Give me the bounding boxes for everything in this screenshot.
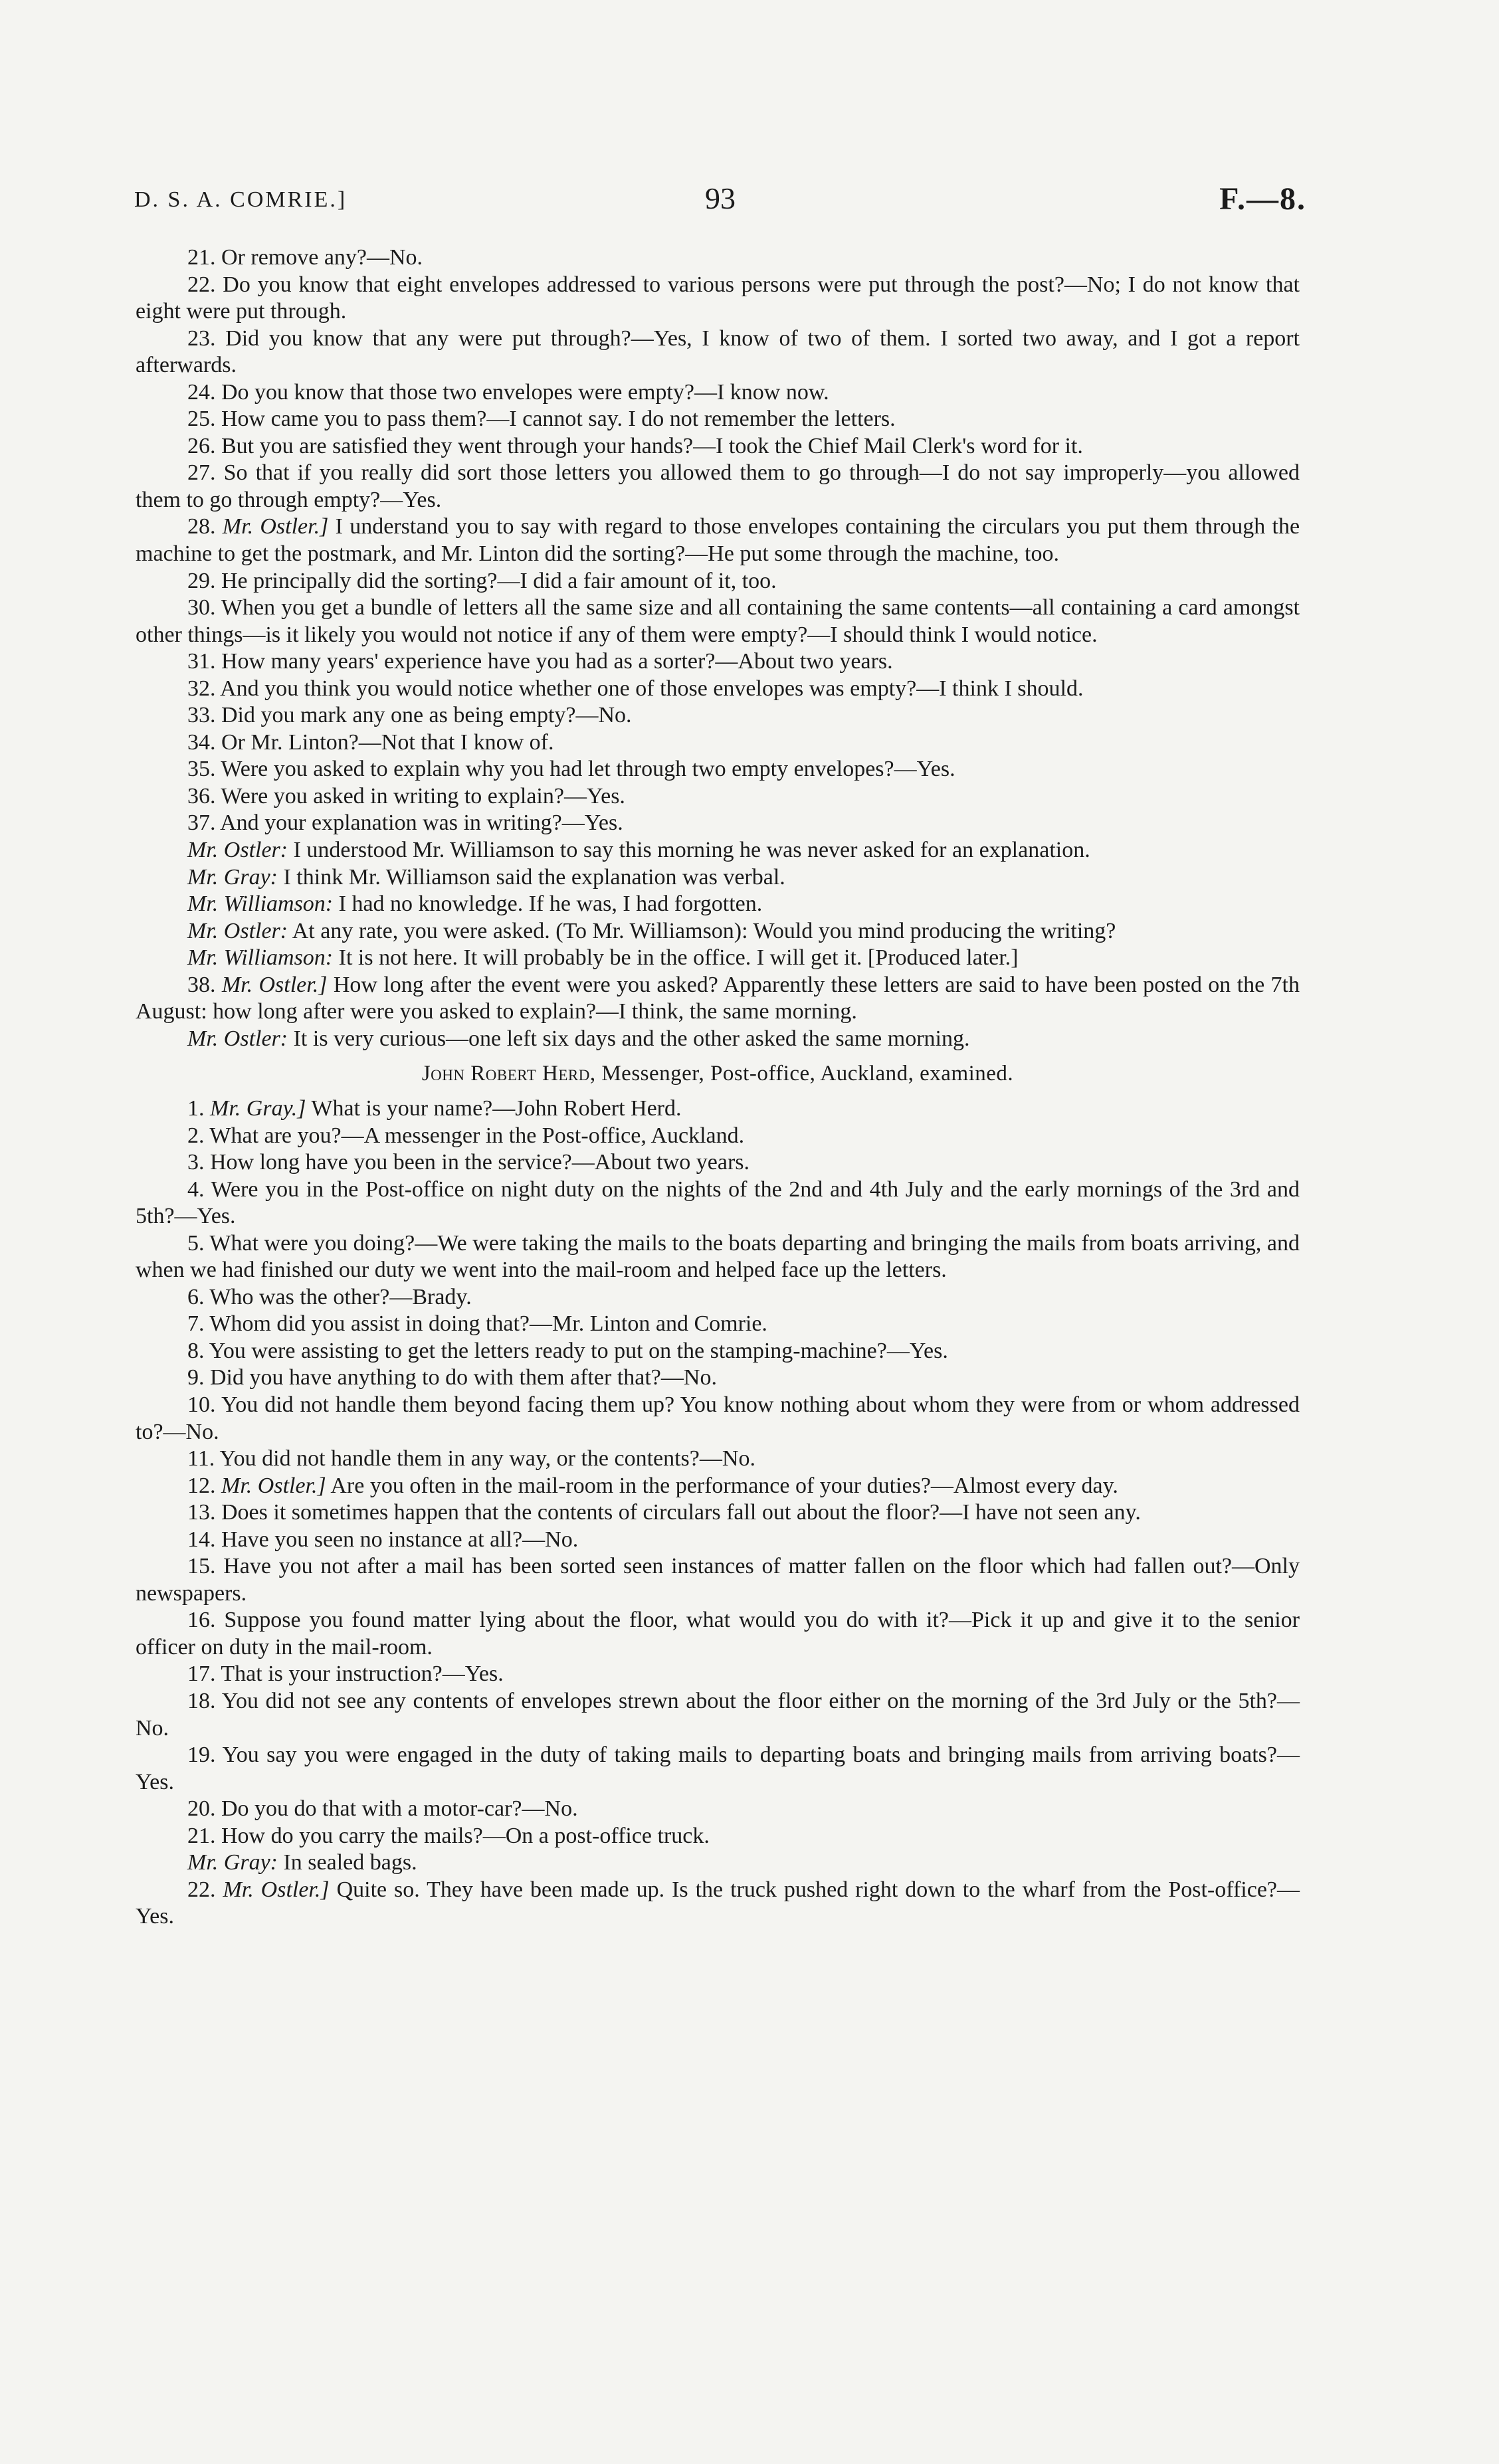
paragraph-text: Or remove any?—No. — [221, 245, 423, 270]
paragraph-text: You did not handle them beyond facing them up? You know nothing about whom they were from or whom addressed to?—No. — [136, 1392, 1300, 1444]
qa-paragraph — [136, 891, 1300, 918]
speaker-label: Mr. Williamson: — [187, 892, 334, 917]
qa-paragraph — [136, 1177, 1300, 1230]
question-number: 37. — [187, 810, 216, 836]
qa-paragraph — [136, 460, 1300, 514]
paragraph-text: But you are satisfied they went through your hands?—I took the Chief Mail Clerk's word for it. — [221, 433, 1083, 458]
previous-witness-evidence — [136, 244, 1300, 1052]
paragraph-text: Suppose you found matter lying about the floor, what would you do with it?—Pick it up and give it to the senior officer on duty in the mail-room. — [136, 1608, 1300, 1659]
question-number: 33. — [187, 703, 216, 728]
document-body — [136, 244, 1300, 1931]
paragraph-text: How came you to pass them?—I cannot say. I do not remember the letters. — [221, 407, 896, 432]
paragraph-text: What are you?—A messenger in the Post-office, Auckland. — [209, 1123, 745, 1148]
paragraph-text: You did not handle them in any way, or the contents?—No. — [219, 1446, 755, 1471]
paragraph-text: Does it sometimes happen that the contents of circulars fall out about the floor?—I have not seen any. — [221, 1500, 1141, 1525]
paragraph-text: You did not see any contents of envelopes strewn about the floor either on the morning of the 3rd July or the 5th?—No. — [136, 1688, 1300, 1741]
question-number: 28. — [187, 514, 216, 539]
paragraph-text: How many years' experience have you had as a sorter?—About two years. — [221, 649, 893, 674]
qa-paragraph — [136, 568, 1300, 595]
paragraph-text: Are you often in the mail-room in the performance of your duties?—Almost every day. — [330, 1473, 1118, 1498]
speaker-label: Mr. Ostler: — [187, 918, 288, 943]
qa-paragraph — [136, 783, 1300, 810]
qa-paragraph — [136, 1392, 1300, 1446]
qa-paragraph — [136, 406, 1300, 433]
qa-paragraph — [136, 756, 1300, 783]
paragraph-text: Did you have anything to do with them after that?—No. — [210, 1365, 717, 1390]
paragraph-text: And you think you would notice whether one of those envelopes was empty?—I think I should. — [220, 676, 1084, 701]
qa-paragraph — [136, 837, 1300, 864]
paragraph-text: Who was the other?—Brady. — [209, 1284, 472, 1309]
qa-paragraph — [136, 1095, 1300, 1123]
speaker-label: Mr. Ostler.] — [223, 1877, 330, 1902]
qa-paragraph — [136, 379, 1300, 407]
paragraph-text: He principally did the sorting?—I did a fair amount of it, too. — [221, 568, 777, 593]
question-number: 23. — [187, 326, 216, 351]
qa-paragraph — [136, 1849, 1300, 1877]
qa-paragraph — [136, 972, 1300, 1026]
question-number: 11. — [187, 1446, 215, 1471]
paragraph-text: How long after the event were you asked? Apparently these letters are said to have been posted on the 7th August: how long after were you asked to explain?—I think, the same morning. — [136, 972, 1300, 1024]
paragraph-text: And your explanation was in writing?—Yes. — [220, 810, 623, 836]
qa-paragraph — [136, 244, 1300, 272]
paragraph-text: Were you asked in writing to explain?—Yes. — [221, 783, 625, 808]
paragraph-text: Do you know that those two envelopes were empty?—I know now. — [221, 379, 829, 405]
question-number: 27. — [187, 460, 216, 486]
question-number: 14. — [187, 1527, 216, 1552]
qa-paragraph — [136, 864, 1300, 892]
qa-paragraph — [136, 1123, 1300, 1150]
qa-paragraph — [136, 1149, 1300, 1177]
question-number: 15. — [187, 1554, 216, 1579]
paragraph-text: Or Mr. Linton?—Not that I know of. — [221, 729, 554, 755]
qa-paragraph — [136, 433, 1300, 460]
question-number: 38. — [187, 972, 216, 997]
qa-paragraph — [136, 595, 1300, 648]
question-number: 36. — [187, 783, 216, 808]
question-number: 2. — [187, 1123, 205, 1148]
question-number: 34. — [187, 729, 216, 755]
question-number: 7. — [187, 1311, 205, 1337]
qa-paragraph — [136, 1527, 1300, 1554]
witness-header: D. S. A. COMRIE.] — [134, 187, 348, 212]
qa-paragraph — [136, 729, 1300, 757]
paragraph-text: Whom did you assist in doing that?—Mr. Linton and Comrie. — [209, 1311, 767, 1337]
speaker-label: Mr. Williamson: — [187, 945, 334, 971]
question-number: 30. — [187, 595, 216, 620]
qa-paragraph — [136, 1338, 1300, 1365]
paragraph-text: I had no knowledge. If he was, I had forgotten. — [338, 892, 763, 917]
paragraph-text: Have you not after a mail has been sorted seen instances of matter fallen on the floor which had fallen out?—Only newspapers. — [136, 1554, 1300, 1606]
qa-paragraph — [136, 1877, 1300, 1931]
qa-paragraph — [136, 1796, 1300, 1823]
paragraph-text: In sealed bags. — [283, 1850, 417, 1875]
question-number: 13. — [187, 1500, 216, 1525]
question-number: 24. — [187, 379, 216, 405]
qa-paragraph — [136, 1553, 1300, 1607]
paragraph-text: When you get a bundle of letters all the same size and all containing the same contents—all containing a card amongst other things—is it likely you would not notice if any of them were empty?—I should think I would notice. — [136, 595, 1300, 647]
paragraph-text: Were you asked to explain why you had let through two empty envelopes?—Yes. — [221, 757, 955, 782]
paragraph-text: It is not here. It will probably be in the office. I will get it. [Produced later.] — [338, 945, 1019, 971]
qa-paragraph — [136, 702, 1300, 729]
qa-paragraph — [136, 1499, 1300, 1527]
question-number: 5. — [187, 1230, 205, 1256]
question-number: 22. — [187, 1877, 216, 1902]
qa-paragraph — [136, 1026, 1300, 1053]
speaker-label: Mr. Gray: — [187, 864, 278, 890]
speaker-label: Mr. Gray.] — [210, 1095, 306, 1121]
speaker-label: Mr. Ostler: — [187, 838, 288, 863]
witness-heading — [136, 1060, 1300, 1088]
qa-paragraph — [136, 1473, 1300, 1500]
paragraph-text: Did you know that any were put through?—Yes, I know of two of them. I sorted two away, and I got a report afterwards. — [136, 326, 1300, 378]
qa-paragraph — [136, 1742, 1300, 1796]
question-number: 35. — [187, 757, 216, 782]
question-number: 3. — [187, 1150, 205, 1175]
qa-paragraph — [136, 272, 1300, 326]
paragraph-text: I understood Mr. Williamson to say this morning he was never asked for an explanation. — [293, 838, 1090, 863]
page-number: 93 — [705, 181, 736, 215]
qa-paragraph — [136, 1311, 1300, 1338]
qa-paragraph — [136, 1446, 1300, 1473]
qa-paragraph — [136, 945, 1300, 972]
paragraph-text: I think Mr. Williamson said the explanation was verbal. — [283, 864, 785, 890]
paragraph-text: You were assisting to get the letters ready to put on the stamping-machine?—Yes. — [209, 1338, 948, 1363]
question-number: 21. — [187, 1823, 216, 1848]
paragraph-text: That is your instruction?—Yes. — [221, 1661, 504, 1687]
paragraph-text: Do you do that with a motor-car?—No. — [221, 1796, 578, 1822]
question-number: 32. — [187, 676, 216, 701]
speaker-label: Mr. Ostler: — [187, 1026, 288, 1051]
page-header — [134, 181, 1306, 221]
paragraph-text: Were you in the Post-office on night duty on the nights of the 2nd and 4th July and the early mornings of the 3rd and 5th?—Yes. — [136, 1177, 1300, 1229]
speaker-label: Mr. Ostler.] — [221, 972, 328, 997]
qa-paragraph — [136, 1365, 1300, 1392]
paragraph-text: Do you know that eight envelopes addressed to various persons were put through the post?—No; I do not know that eight were put through. — [136, 272, 1300, 324]
question-number: 6. — [187, 1284, 205, 1309]
qa-paragraph — [136, 1284, 1300, 1311]
qa-paragraph — [136, 1607, 1300, 1661]
question-number: 1. — [187, 1095, 205, 1121]
question-number: 26. — [187, 433, 216, 458]
qa-paragraph — [136, 1688, 1300, 1742]
paragraph-text: At any rate, you were asked. (To Mr. Williamson): Would you mind producing the writing? — [292, 918, 1116, 943]
question-number: 16. — [187, 1608, 216, 1633]
question-number: 17. — [187, 1661, 216, 1687]
speaker-label: Mr. Gray: — [187, 1850, 278, 1875]
question-number: 29. — [187, 568, 216, 593]
herd-evidence — [136, 1095, 1300, 1931]
qa-paragraph — [136, 810, 1300, 837]
question-number: 8. — [187, 1338, 205, 1363]
paragraph-text: What is your name?—John Robert Herd. — [311, 1095, 682, 1121]
witness-description: , Messenger, Post-office, Auckland, examined. — [589, 1062, 1014, 1086]
paragraph-text: How long have you been in the service?—About two years. — [210, 1150, 750, 1175]
qa-paragraph — [136, 1661, 1300, 1688]
qa-paragraph — [136, 1823, 1300, 1850]
question-number: 19. — [187, 1743, 216, 1768]
qa-paragraph — [136, 676, 1300, 703]
question-number: 31. — [187, 649, 216, 674]
qa-paragraph — [136, 1230, 1300, 1284]
witness-name: John Robert Herd — [421, 1062, 590, 1086]
paragraph-text: Have you seen no instance at all?—No. — [221, 1527, 579, 1552]
paragraph-text: How do you carry the mails?—On a post-office truck. — [221, 1823, 710, 1848]
question-number: 21. — [187, 245, 216, 270]
paragraph-text: So that if you really did sort those letters you allowed them to go through—I do not say improperly—you allowed them to go through empty?—Yes. — [136, 460, 1300, 512]
paragraph-text: It is very curious—one left six days and the other asked the same morning. — [293, 1026, 970, 1051]
qa-paragraph — [136, 514, 1300, 567]
paragraph-text: Quite so. They have been made up. Is the truck pushed right down to the wharf from the Post-office?—Yes. — [136, 1877, 1300, 1929]
speaker-label: Mr. Ostler.] — [221, 1473, 326, 1498]
question-number: 12. — [187, 1473, 216, 1498]
question-number: 25. — [187, 407, 216, 432]
question-number: 4. — [187, 1177, 205, 1202]
question-number: 9. — [187, 1365, 205, 1390]
paragraph-text: You say you were engaged in the duty of taking mails to departing boats and bringing mails from arriving boats?—Yes. — [136, 1743, 1300, 1794]
question-number: 22. — [187, 272, 216, 297]
speaker-label: Mr. Ostler.] — [222, 514, 329, 539]
question-number: 20. — [187, 1796, 216, 1822]
document-reference: F.—8. — [1219, 181, 1306, 217]
question-number: 10. — [187, 1392, 216, 1417]
paragraph-text: I understand you to say with regard to those envelopes containing the circulars you put them through the machine to get the postmark, and Mr. Linton did the sorting?—He put some through the machine, too. — [136, 514, 1300, 567]
paragraph-text: Did you mark any one as being empty?—No. — [221, 703, 632, 728]
question-number: 18. — [187, 1688, 216, 1713]
qa-paragraph — [136, 648, 1300, 676]
paragraph-text: What were you doing?—We were taking the mails to the boats departing and bringing the mails from boats arriving, and when we had finished our duty we went into the mail-room and helped face up the letters. — [136, 1230, 1300, 1283]
qa-paragraph — [136, 326, 1300, 379]
qa-paragraph — [136, 918, 1300, 945]
